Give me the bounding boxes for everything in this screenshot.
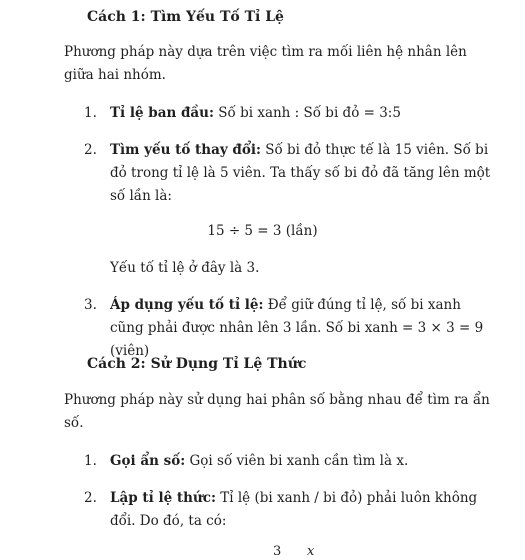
list-item [84,487,494,533]
list-item [84,294,494,363]
method2-title: Cách 2: Sử Dụng Tỉ Lệ Thức [87,356,307,372]
step-text: Để giữ đúng tỉ lệ, số bi xanh cũng phải được nhân lên 3 lần. Số bi xanh = 3 × 3 = 9 (viên) [110,297,484,359]
list-body [110,487,494,533]
factor-note: Yếu tố tỉ lệ ở đây là 3. [110,260,260,276]
fraction-numerator-left: 3 [273,544,282,559]
step-label: Lập tỉ lệ thức: [110,490,216,506]
step-label: Áp dụng yếu tố tỉ lệ: [110,297,264,313]
method1-title: Cách 1: Tìm Yếu Tố Tỉ Lệ [87,9,284,25]
equation: 15 ÷ 5 = 3 (lần) [207,223,318,239]
list-body [110,450,494,473]
list-number: 2. [84,142,97,158]
list-number: 1. [84,105,97,121]
step-text: Số bi xanh : Số bi đỏ = 3:5 [213,105,401,121]
method2-intro: Phương pháp này sử dụng hai phân số bằng nhau để tìm ra ẩn số. [64,392,490,431]
list-body [110,294,494,363]
step-label: Tìm yếu tố thay đổi: [110,142,261,158]
step-label: Tỉ lệ ban đầu: [110,105,214,121]
method1-intro: Phương pháp này dựa trên việc tìm ra mối liên hệ nhân lên giữa hai nhóm. [64,44,467,83]
list-number: 2. [84,490,97,506]
list-body [110,102,494,125]
step-text: Gọi số viên bi xanh cần tìm là x. [185,453,409,469]
fraction-numerator-right: x [307,544,315,559]
step-label: Gọi ẩn số: [110,453,186,469]
list-item [84,139,494,208]
list-number: 1. [84,453,97,469]
step-text: Số bi đỏ thực tế là 15 viên. Số bi đỏ trong tỉ lệ là 5 viên. Ta thấy số bi đỏ đã tăng lên một số lần là: [110,142,491,204]
list-body [110,139,494,208]
list-item [84,102,494,125]
list-item [84,450,494,473]
list-number: 3. [84,297,97,313]
step-text: Tỉ lệ (bi xanh / bi đỏ) phải luôn không đổi. Do đó, ta có: [110,490,478,529]
